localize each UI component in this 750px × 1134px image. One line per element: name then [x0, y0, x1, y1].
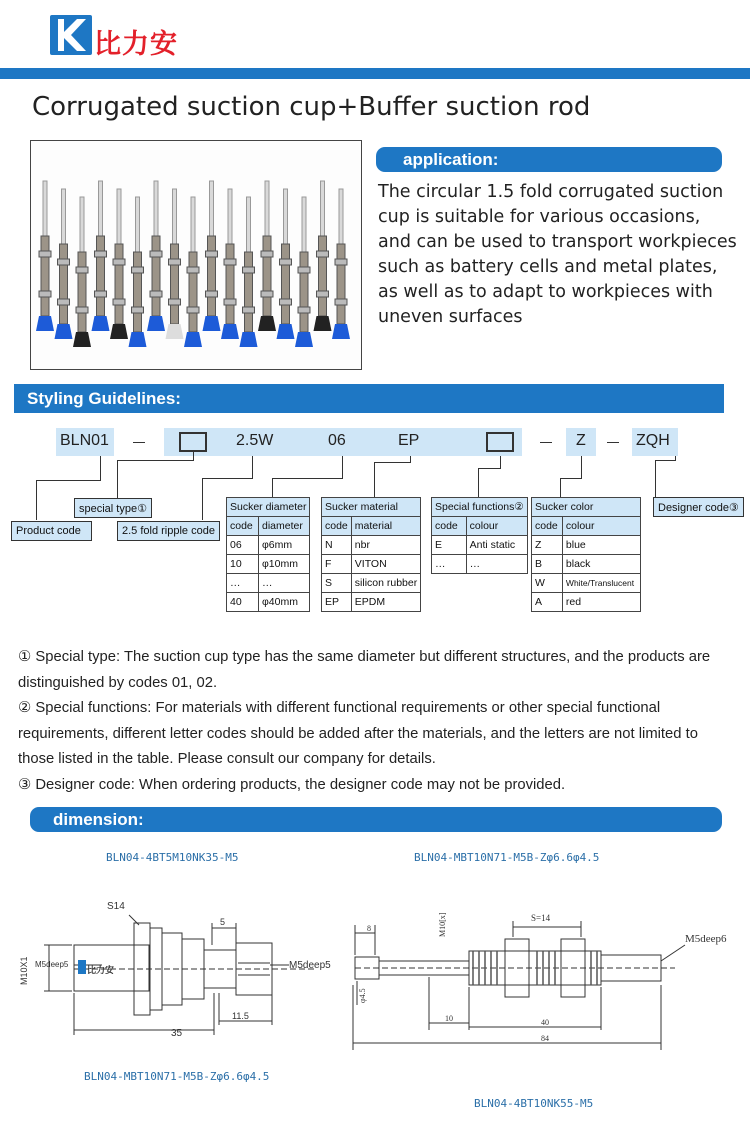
dim-label: 8 — [367, 924, 371, 933]
table-row — [532, 574, 641, 593]
product-part — [240, 332, 258, 347]
product-part — [263, 236, 271, 316]
product-part — [80, 197, 84, 257]
table-cell: … — [432, 555, 467, 574]
product-part — [224, 259, 236, 265]
product-part — [166, 324, 184, 339]
product-part — [55, 324, 73, 339]
product-part — [265, 181, 269, 241]
dim-right-bottom-caption: BLN04-4BT10NK55-M5 — [474, 1097, 594, 1110]
connector-line — [117, 460, 193, 461]
application-text: The circular 1.5 fold corrugated suction cup is suitable for various occasions, and can be used to transport workpieces such as battery cells and metal plates, as well as to adapt to workpieces with uneven surfaces — [378, 182, 737, 327]
table-cell: blue — [562, 536, 640, 555]
product-part — [280, 259, 292, 265]
code-material: EP — [398, 432, 420, 449]
dim-label: S14 — [107, 901, 125, 912]
connector-line — [117, 460, 118, 498]
table-title: Sucker diameter — [227, 498, 310, 517]
product-part — [187, 267, 199, 273]
product-part — [203, 316, 221, 331]
connector-line — [272, 478, 342, 479]
product-part — [41, 236, 49, 316]
product-part — [152, 236, 160, 316]
connector-line — [675, 456, 676, 461]
product-part — [189, 252, 197, 332]
product-part — [36, 316, 54, 331]
product-part — [76, 307, 88, 313]
dim-label: 84 — [541, 1034, 549, 1043]
product-part — [76, 267, 88, 273]
connector-line — [202, 478, 252, 479]
note-1: ① Special type: The suction cup type has the same diameter but different structures, and the products are distinguished by codes 01, 02. — [18, 649, 711, 691]
code-dash-3 — [607, 442, 619, 443]
product-part — [245, 252, 253, 332]
product-part — [317, 291, 329, 297]
connector-line — [202, 478, 203, 520]
connector-line — [560, 478, 561, 498]
product-part — [187, 307, 199, 313]
dimension-heading — [30, 807, 722, 832]
table-cell: red — [562, 593, 640, 612]
product-part — [210, 181, 214, 241]
connector-line — [478, 468, 479, 498]
table-cell: silicon rubber — [351, 574, 420, 593]
table-row — [532, 555, 641, 574]
dim-label: 比力安 — [87, 966, 115, 976]
table-cell: … — [466, 555, 527, 574]
connector-line — [193, 452, 194, 461]
product-part — [206, 291, 218, 297]
product-part — [302, 197, 306, 257]
dim-label: 10 — [445, 1014, 453, 1023]
product-photo-illustration — [31, 141, 361, 369]
table-row — [532, 536, 641, 555]
product-part — [321, 181, 325, 241]
connector-line — [374, 462, 410, 463]
table-row — [227, 574, 310, 593]
code-special-type-box — [179, 432, 207, 452]
product-part — [261, 251, 273, 257]
product-part — [298, 267, 310, 273]
connector-line — [478, 468, 500, 469]
connector-line — [252, 456, 253, 479]
product-part — [169, 259, 181, 265]
product-part — [319, 236, 327, 316]
product-part — [335, 259, 347, 265]
table-cell: black — [562, 555, 640, 574]
table-cell: … — [259, 574, 310, 593]
table-functions — [431, 497, 528, 574]
product-part — [300, 252, 308, 332]
table-cell: Anti static — [466, 536, 527, 555]
product-part — [39, 251, 51, 257]
product-part — [60, 244, 68, 324]
product-part — [115, 244, 123, 324]
table-row — [227, 593, 310, 612]
styling-heading — [14, 384, 724, 413]
note-3: ③ Designer code: When ordering products, the designer code may not be provided. — [18, 776, 566, 793]
table-material — [321, 497, 421, 612]
product-part — [221, 324, 239, 339]
note-2: ② Special functions: For materials with different functional requirements or other special functional requirements, different letter codes should be added after the materials, and the letters are not limited to those listed in the table. Please consult our company for details. — [18, 700, 698, 767]
dim-label: M5deep6 — [685, 933, 727, 945]
table-cell: VITON — [351, 555, 420, 574]
product-part — [58, 299, 70, 305]
connector-line — [374, 462, 375, 498]
table-header: code — [322, 517, 352, 536]
table-cell: φ40mm — [259, 593, 310, 612]
table-title: Sucker material — [322, 498, 421, 517]
product-part — [73, 332, 91, 347]
product-part — [184, 332, 202, 347]
table-row — [432, 536, 528, 555]
product-part — [129, 332, 147, 347]
code-diameter: 06 — [328, 432, 346, 449]
product-part — [62, 189, 66, 249]
product-part — [295, 332, 313, 347]
connector-line — [36, 480, 37, 520]
product-part — [261, 291, 273, 297]
table-cell: F — [322, 555, 352, 574]
product-part — [150, 251, 162, 257]
product-part — [92, 316, 110, 331]
top-bar — [0, 68, 750, 79]
footnotes — [18, 645, 738, 798]
table-cell: S — [322, 574, 352, 593]
table-header: colour — [562, 517, 640, 536]
table-row — [322, 536, 421, 555]
brand-name: 比力安 — [94, 29, 178, 60]
code-dash-1 — [133, 442, 145, 443]
dim-label: S=14 — [531, 913, 551, 923]
product-part — [314, 316, 332, 331]
table-color — [531, 497, 641, 612]
product-part — [113, 259, 125, 265]
table-row — [227, 536, 310, 555]
table-cell: Z — [532, 536, 563, 555]
page-title: Corrugated suction cup+Buffer suction rod — [32, 92, 591, 122]
table-cell: 06 — [227, 536, 259, 555]
product-part — [134, 252, 142, 332]
table-row — [322, 555, 421, 574]
product-part — [339, 189, 343, 249]
connector-line — [581, 456, 582, 479]
dimension-heading-text: dimension: — [53, 810, 144, 829]
product-part — [154, 181, 158, 241]
table-cell: φ10mm — [259, 555, 310, 574]
dim-label: 35 — [171, 1028, 183, 1039]
code-special-function-box — [486, 432, 514, 452]
table-header: diameter — [259, 517, 310, 536]
dim-label: φ4.5 — [358, 988, 367, 1003]
connector-line — [100, 456, 101, 481]
connector-line — [560, 478, 581, 479]
product-part — [97, 236, 105, 316]
product-part — [247, 197, 251, 257]
table-row — [322, 574, 421, 593]
product-part — [280, 299, 292, 305]
styling-heading-text: Styling Guidelines: — [27, 389, 181, 408]
table-cell: W — [532, 574, 563, 593]
table-header: material — [351, 517, 420, 536]
table-cell: White/Translucent — [562, 574, 640, 593]
code-product: BLN01 — [60, 432, 109, 449]
product-part — [298, 307, 310, 313]
product-part — [243, 267, 255, 273]
dimension-drawing-left — [14, 895, 344, 1055]
dimension-drawing-right — [345, 905, 745, 1055]
product-part — [191, 197, 195, 257]
label-ripple-code: 2.5 fold ripple code — [117, 521, 220, 541]
label-special-type: special type① — [74, 498, 152, 518]
product-part — [258, 316, 276, 331]
table-cell: … — [227, 574, 259, 593]
label-designer-code: Designer code③ — [653, 497, 744, 517]
product-part — [243, 307, 255, 313]
table-cell: φ6mm — [259, 536, 310, 555]
table-cell: N — [322, 536, 352, 555]
connector-line — [655, 460, 675, 461]
product-part — [43, 181, 47, 241]
connector-line — [655, 460, 656, 498]
dim-label: M5deep5 — [35, 960, 69, 969]
product-part — [282, 244, 290, 324]
table-row — [227, 555, 310, 574]
table-cell: E — [432, 536, 467, 555]
product-part — [39, 291, 51, 297]
table-title: Special functions② — [432, 498, 528, 517]
product-part — [147, 316, 165, 331]
product-part — [284, 189, 288, 249]
product-part — [150, 291, 162, 297]
table-row — [532, 593, 641, 612]
dim-left-top-caption: BLN04-4BT5M10NK35-M5 — [106, 851, 239, 864]
table-header: code — [532, 517, 563, 536]
product-part — [117, 189, 121, 249]
code-ripple: 2.5W — [236, 432, 274, 449]
product-part — [277, 324, 295, 339]
dim-label: M10X1 — [19, 956, 29, 985]
product-part — [317, 251, 329, 257]
product-part — [228, 189, 232, 249]
table-header: code — [432, 517, 467, 536]
dim-label: 11.5 — [232, 1011, 249, 1021]
product-part — [224, 299, 236, 305]
product-part — [113, 299, 125, 305]
product-part — [169, 299, 181, 305]
dim-label: 5 — [220, 917, 226, 927]
table-cell: 10 — [227, 555, 259, 574]
product-part — [206, 251, 218, 257]
connector-line — [500, 456, 501, 469]
table-cell: nbr — [351, 536, 420, 555]
dim-left-bottom-caption: BLN04-MBT10N71-M5B-Zφ6.6φ4.5 — [84, 1070, 270, 1083]
product-part — [132, 307, 144, 313]
connector-line — [410, 456, 411, 463]
product-part — [332, 324, 350, 339]
product-part — [58, 259, 70, 265]
table-header: colour — [466, 517, 527, 536]
product-part — [136, 197, 140, 257]
product-part — [78, 252, 86, 332]
code-color: Z — [576, 432, 586, 449]
table-title: Sucker color — [532, 498, 641, 517]
application-heading — [376, 147, 722, 172]
product-part — [95, 291, 107, 297]
product-part — [173, 189, 177, 249]
table-diameter — [226, 497, 310, 612]
table-cell: EP — [322, 593, 352, 612]
dim-label: M5deep5 — [289, 960, 331, 971]
application-heading-text: application: — [403, 150, 499, 169]
table-cell: B — [532, 555, 563, 574]
product-part — [226, 244, 234, 324]
table-cell: EPDM — [351, 593, 420, 612]
product-part — [110, 324, 128, 339]
connector-line — [36, 480, 100, 481]
product-part — [208, 236, 216, 316]
code-dash-2 — [540, 442, 552, 443]
product-part — [335, 299, 347, 305]
logo-icon — [50, 15, 92, 55]
label-product-code: Product code — [11, 521, 92, 541]
table-row — [322, 593, 421, 612]
code-designer: ZQH — [636, 432, 670, 449]
dim-label: M10[x] — [438, 912, 447, 937]
table-row — [432, 555, 528, 574]
dim-right-top-caption: BLN04-MBT10N71-M5B-Zφ6.6φ4.5 — [414, 851, 600, 864]
table-cell: A — [532, 593, 563, 612]
product-part — [337, 244, 345, 324]
product-photo — [30, 140, 362, 370]
connector-line — [342, 456, 343, 479]
connector-line — [272, 478, 273, 498]
dim-label: 40 — [541, 1018, 549, 1027]
product-part — [171, 244, 179, 324]
product-part — [132, 267, 144, 273]
table-cell: 40 — [227, 593, 259, 612]
product-part — [95, 251, 107, 257]
product-part — [99, 181, 103, 241]
table-header: code — [227, 517, 259, 536]
